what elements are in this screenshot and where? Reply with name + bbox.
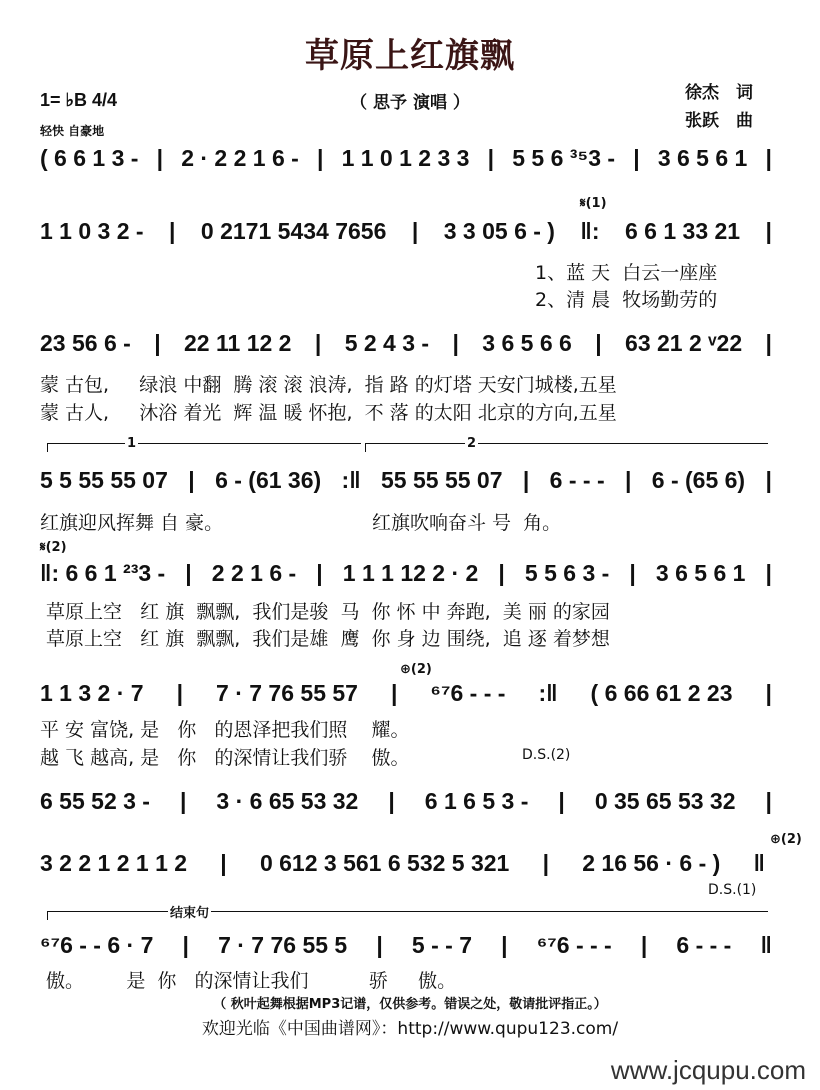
- measure: 22 11 12 2: [184, 330, 292, 356]
- barline: |: [765, 560, 772, 586]
- composer-credit: 张跃 曲: [685, 111, 753, 131]
- ds-1-mark: D.S.(1): [708, 882, 757, 898]
- barline: |: [411, 218, 419, 244]
- measure: ‖: 6 6 1 ²³3 -: [40, 560, 166, 586]
- barline: |: [765, 788, 772, 814]
- volta-bracket-2: [365, 443, 768, 452]
- barline: |: [220, 850, 227, 876]
- measure: 1 1 3 2 · 7: [40, 680, 144, 706]
- barline: |: [765, 145, 772, 171]
- barline: :‖: [538, 680, 558, 706]
- measure: 6 - - -: [549, 467, 605, 493]
- barline: |: [522, 467, 530, 493]
- measure: 6 - (61 36): [215, 467, 322, 493]
- measure: 2 · 2 2 1 6 -: [181, 145, 299, 171]
- barline: |: [376, 932, 383, 958]
- lyric-line: 红旗吹响奋斗 号 角。: [372, 512, 562, 534]
- barline: |: [501, 932, 508, 958]
- lyric-line: 蒙 古包, 绿浪 中翻 腾 滚 滚 浪涛, 指 路 的灯塔 天安门城楼,五星: [40, 374, 617, 396]
- measure: 3 6 5 6 1: [657, 145, 748, 171]
- measure: 6 55 52 3 -: [40, 788, 150, 814]
- measure: 5 5 6 3 -: [524, 560, 610, 586]
- measure: 0 612 3 561 6 532 5 321: [259, 850, 510, 876]
- barline: |: [182, 932, 189, 958]
- lyric-line: 草原上空 红 旗 飘飘, 我们是雄 鹰 你 身 边 围绕, 追 逐 着梦想: [40, 628, 610, 650]
- measure: 6 1 6 5 3 -: [424, 788, 529, 814]
- lyric-verse2-start: 2、清 晨 牧场勤劳的: [535, 289, 718, 311]
- barline: |: [595, 330, 602, 356]
- barline: |: [314, 330, 322, 356]
- barline: |: [179, 788, 187, 814]
- barline: |: [390, 680, 398, 706]
- volta-bracket-1: [47, 443, 361, 452]
- measure: 63 21 2 ᵛ22: [625, 330, 743, 356]
- notation-row: [40, 560, 772, 587]
- measure: 7 · 7 76 55 5: [218, 932, 348, 958]
- barline: |: [498, 560, 505, 586]
- lyric-line: 红旗迎风挥舞 自 豪。: [40, 512, 224, 534]
- notation-row: [40, 850, 765, 877]
- singer-credit: （ 思予 演唱 ）: [350, 93, 470, 113]
- lyric-line: 草原上空 红 旗 飘飘, 我们是骏 马 你 怀 中 奔跑, 美 丽 的家园: [40, 601, 610, 623]
- barline: |: [169, 218, 176, 244]
- barline: ‖: [753, 850, 765, 876]
- measure: 6 - (65 6): [651, 467, 746, 493]
- barline: |: [765, 218, 772, 244]
- song-title: 草原上红旗飘: [305, 36, 515, 76]
- ending-bracket: [47, 911, 768, 920]
- notation-row: [40, 788, 772, 815]
- lyric-line: 越 飞 越高, 是 你 的深情让我们骄 傲。: [40, 747, 410, 769]
- barline: |: [640, 932, 648, 958]
- measure: 3 3 05 6 - ): [443, 218, 555, 244]
- barline: ‖:: [580, 218, 600, 244]
- barline: |: [765, 330, 772, 356]
- measure: 55 55 55 07: [381, 467, 503, 493]
- barline: |: [542, 850, 550, 876]
- barline: |: [452, 330, 459, 356]
- measure: 5 - - 7: [411, 932, 472, 958]
- lyricist-credit: 徐杰 词: [685, 83, 753, 103]
- measure: 3 2 2 1 2 1 1 2: [40, 850, 188, 876]
- notation-row: [40, 330, 772, 357]
- lyric-verse1-start: 1、蓝 天 白云一座座: [535, 262, 718, 284]
- lyric-line: 傲。 是 你 的深情让我们 骄 傲。: [40, 970, 457, 992]
- measure: 5 2 4 3 -: [344, 330, 430, 356]
- coda-2-mark: ⊕(2): [400, 662, 432, 677]
- volta-1-label: 1: [127, 436, 137, 451]
- barline: |: [156, 145, 164, 171]
- volta-2-label: 2: [467, 436, 477, 451]
- measure: 6 - - -: [676, 932, 732, 958]
- measure: 0 35 65 53 32: [594, 788, 736, 814]
- barline: |: [629, 560, 636, 586]
- lyric-line: 蒙 古人, 沐浴 着光 辉 温 暖 怀抱, 不 落 的太阳 北京的方向,五星: [40, 402, 617, 424]
- measure: 1 1 1 12 2 · 2: [342, 560, 479, 586]
- notation-row: [40, 467, 772, 494]
- measure: 7 · 7 76 55 57: [216, 680, 358, 706]
- measure: 2 16 56 · 6 - ): [582, 850, 721, 876]
- measure: 3 6 5 6 6: [482, 330, 572, 356]
- barline: |: [624, 467, 632, 493]
- barline: |: [765, 680, 772, 706]
- segno-2-mark: 𝄋(2): [40, 540, 67, 555]
- barline: |: [185, 560, 192, 586]
- measure: ⁶⁷6 - - 6 · 7: [40, 932, 154, 958]
- measure: 3 6 5 6 1: [655, 560, 746, 586]
- measure: 0 2171 5434 7656: [200, 218, 387, 244]
- measure: 2 2 1 6 -: [211, 560, 297, 586]
- notation-row: [40, 218, 772, 245]
- barline: |: [487, 145, 495, 171]
- barline: |: [316, 560, 323, 586]
- barline: |: [176, 680, 184, 706]
- measure: ⁶⁷6 - - -: [430, 680, 506, 706]
- measure: ( 6 6 1 3 -: [40, 145, 139, 171]
- measure: ⁶⁷6 - - -: [536, 932, 612, 958]
- coda-2-end-mark: ⊕(2): [770, 832, 802, 847]
- barline: ‖: [760, 932, 772, 958]
- segno-1-mark: 𝄋(1): [580, 196, 607, 211]
- measure: 6 6 1 33 21: [624, 218, 741, 244]
- measure: 5 5 6 ³⁵3 -: [512, 145, 616, 171]
- barline: |: [154, 330, 161, 356]
- notation-row: [40, 932, 772, 959]
- barline: :‖: [341, 467, 361, 493]
- measure: 5 5 55 55 07: [40, 467, 168, 493]
- tempo-marking: 轻快 自豪地: [40, 124, 105, 138]
- notation-row: [40, 680, 772, 707]
- barline: |: [765, 467, 772, 493]
- measure: 1 1 0 1 2 3 3: [341, 145, 470, 171]
- transcription-note: （ 秋叶起舞根据MP3记谱，仅供参考。错误之处，敬请批评指正。）: [213, 997, 607, 1012]
- barline: |: [633, 145, 640, 171]
- barline: |: [558, 788, 565, 814]
- watermark: www.jcqupu.com: [610, 1055, 806, 1085]
- ds-2-mark: D.S.(2): [522, 747, 571, 763]
- barline: |: [388, 788, 395, 814]
- ending-label: 结束句: [168, 902, 211, 921]
- key-signature: 1= ♭B 4/4: [40, 90, 118, 110]
- measure: 3 · 6 65 53 32: [216, 788, 359, 814]
- barline: |: [188, 467, 195, 493]
- measure: ( 6 66 61 2 23: [590, 680, 733, 706]
- site-url: 欢迎光临《中国曲谱网》：http://www.qupu123.com/: [201, 1019, 619, 1039]
- measure: 23 56 6 -: [40, 330, 131, 356]
- lyric-line: 平 安 富饶, 是 你 的恩泽把我们照 耀。: [40, 719, 410, 741]
- notation-row: [40, 145, 772, 172]
- measure: 1 1 0 3 2 -: [40, 218, 144, 244]
- barline: |: [316, 145, 324, 171]
